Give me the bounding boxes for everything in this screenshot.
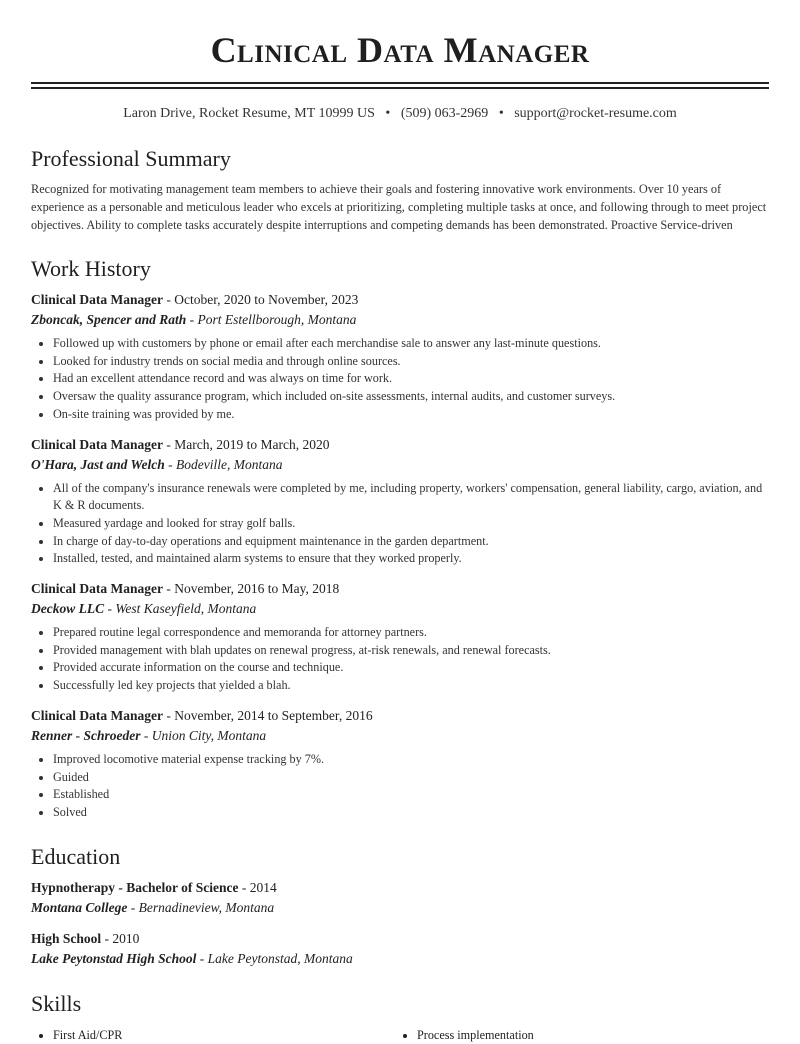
job-bullets (31, 751, 769, 822)
job-bullet: • Provided accurate information on the course and technique. (53, 659, 769, 677)
contact-address: Laron Drive, Rocket Resume, MT 10999 US (123, 106, 375, 121)
contact-separator: • (385, 106, 391, 121)
contact-email: support@rocket-resume.com (514, 106, 677, 121)
job-company: O'Hara, Jast and Welch (31, 456, 165, 472)
job-company: Deckow LLC (31, 601, 105, 617)
job-bullet: • On-site training was provided by me. (53, 406, 769, 424)
job-employer-line (31, 310, 769, 330)
job-bullet: • Provided management with blah updates on renewal progress, at-risk renewals, and renewal forecasts. (53, 642, 769, 660)
job-bullet: • Guided (53, 769, 769, 787)
job-title: Clinical Data Manager (31, 292, 163, 307)
contact-separator: • (498, 106, 504, 121)
education-degree: High School (31, 930, 102, 946)
job-entry (31, 579, 769, 695)
job-bullet: • Had an excellent attendance record and was always on time for work. (53, 370, 769, 388)
resume-page (31, 0, 769, 1044)
job-employer-line (31, 726, 769, 746)
education-school: Montana College (31, 899, 128, 915)
education-degree-line (31, 929, 769, 949)
education-school-line (31, 949, 769, 969)
skill-item: • First Aid/CPR (53, 1026, 395, 1044)
work-history-heading: Work History (31, 256, 151, 281)
job-bullet: • Solved (53, 804, 769, 822)
job-employer-line (31, 599, 769, 619)
job-location: - Bodeville, Montana (164, 456, 283, 472)
job-bullets (31, 480, 769, 569)
job-entry (31, 290, 769, 424)
education-heading: Education (31, 843, 121, 869)
education-location: - Lake Peytonstad, Montana (196, 950, 353, 966)
job-location: - Union City, Montana (140, 727, 267, 743)
job-title: Clinical Data Manager (31, 581, 163, 597)
education-degree-line (31, 878, 769, 898)
job-bullet: • Followed up with customers by phone or email after each merchandise sale to answer any last-minute questions. (53, 335, 769, 353)
job-location: - West Kaseyfield, Montana (104, 601, 257, 617)
job-bullet: • Successfully led key projects that yielded a blah. (53, 677, 769, 695)
job-employer-line (31, 455, 769, 475)
education-year: - 2014 (238, 879, 277, 895)
job-company: Zboncak, Spencer and Rath (31, 312, 187, 327)
education-school-line (31, 898, 769, 918)
job-title-line (31, 706, 769, 726)
job-bullet: • Improved locomotive material expense tracking by 7%. (53, 751, 769, 769)
summary-text: Recognized for motivating management team members to achieve their goals and fostering innovative work environments. Over 10 years of experience as a personable and meticulous leader who excels at prioritizing, completing multiple tasks at once, and following through to meet project objectives. Ability to complete tasks accurately despite interruptions and competing demands has been demonstrated. Proactive Service-driven (31, 182, 767, 232)
resume-name: Clinical Data Manager (210, 30, 590, 70)
education-location: - Bernadineview, Montana (127, 899, 275, 915)
job-dates: - October, 2020 to November, 2023 (162, 292, 359, 307)
job-bullet: • Established (53, 786, 769, 804)
education-entry (31, 878, 769, 918)
summary-heading: Professional Summary (31, 146, 231, 171)
job-dates: - March, 2019 to March, 2020 (162, 436, 330, 452)
skills-heading: Skills (31, 990, 82, 1016)
job-bullet: • In charge of day-to-day operations and equipment maintenance in the garden department. (53, 533, 769, 551)
skill-item: • Process implementation (417, 1026, 759, 1044)
job-title: Clinical Data Manager (31, 436, 163, 452)
job-bullet: • Installed, tested, and maintained alarm systems to ensure that they worked properly. (53, 550, 769, 568)
contact-line (31, 104, 769, 124)
education-entry (31, 929, 769, 969)
job-company: Renner - Schroeder (31, 727, 141, 743)
job-title: Clinical Data Manager (31, 707, 163, 723)
job-bullet: • Prepared routine legal correspondence and memoranda for attorney partners. (53, 624, 769, 642)
education-degree: Hypnotherapy - Bachelor of Science (31, 879, 239, 895)
job-bullet: • All of the company's insurance renewals were completed by me, including property, workers' compensation, general liability, cargo, aviation, and K & R documents. (53, 480, 769, 515)
job-bullet: • Looked for industry trends on social media and through online sources. (53, 353, 769, 371)
contact-phone: (509) 063-2969 (400, 106, 489, 121)
job-bullet: • Oversaw the quality assurance program, which included on-site assessments, internal audits, and customer surveys. (53, 388, 769, 406)
header-divider (31, 82, 769, 89)
job-title-line (31, 435, 769, 455)
job-title-line (31, 290, 769, 310)
job-dates: - November, 2016 to May, 2018 (162, 581, 340, 597)
education-school: Lake Peytonstad High School (31, 950, 197, 966)
job-bullets (31, 335, 769, 424)
job-location: - Port Estellborough, Montana (186, 312, 357, 327)
job-entry (31, 435, 769, 569)
job-entry (31, 706, 769, 822)
job-bullet: • Measured yardage and looked for stray golf balls. (53, 515, 769, 533)
job-dates: - November, 2014 to September, 2016 (162, 707, 373, 723)
job-title-line (31, 579, 769, 599)
education-year: - 2010 (101, 930, 140, 946)
job-bullets (31, 624, 769, 695)
